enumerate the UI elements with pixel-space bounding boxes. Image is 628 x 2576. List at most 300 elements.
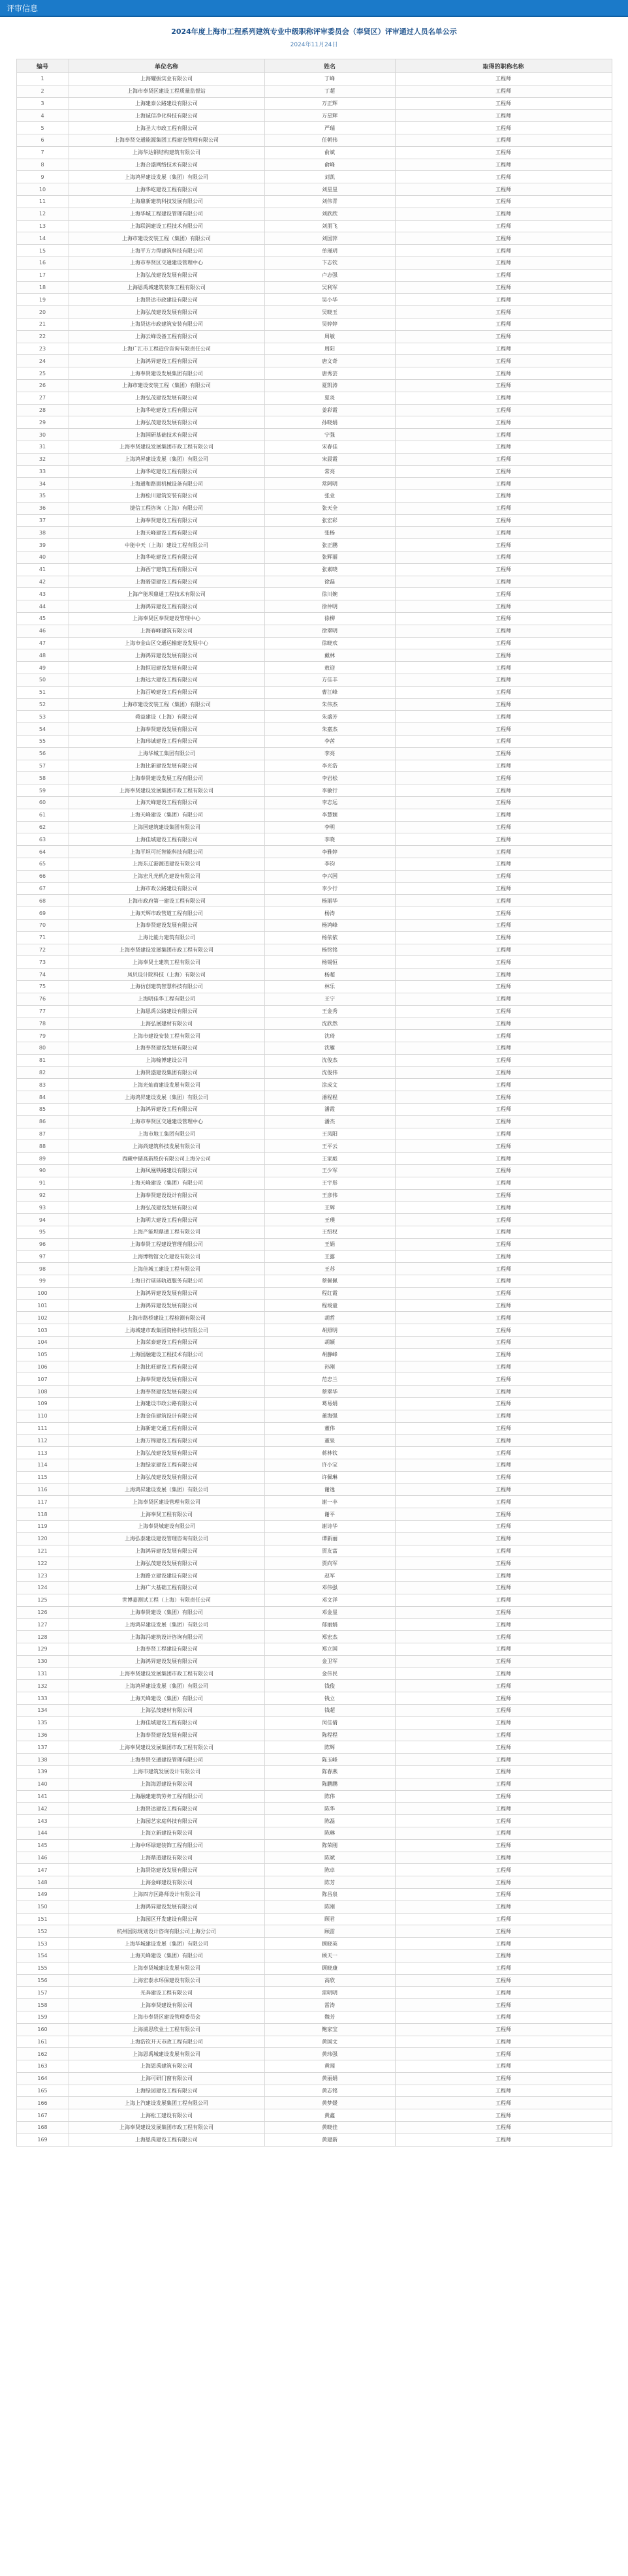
cell-number: 92 <box>16 1189 69 1202</box>
cell-title: 工程师 <box>395 85 612 97</box>
cell-name: 谢诗华 <box>264 1521 395 1533</box>
cell-company: 上海奉贤建设发展有限公司 <box>69 1042 264 1054</box>
cell-title: 工程师 <box>395 1606 612 1619</box>
cell-number: 88 <box>16 1140 69 1153</box>
cell-number: 131 <box>16 1668 69 1680</box>
cell-title: 工程师 <box>395 1386 612 1398</box>
cell-company: 上海华屹建设工程有限公司 <box>69 551 264 564</box>
cell-company: 上海春峰建筑有限公司 <box>69 625 264 637</box>
cell-number: 64 <box>16 846 69 858</box>
table-row <box>16 1729 612 1741</box>
cell-company: 上海奉贤建设（集团）有限公司 <box>69 1606 264 1619</box>
cell-company: 上海东辽港源道建设有限公司 <box>69 858 264 871</box>
cell-number: 130 <box>16 1655 69 1668</box>
cell-name: 王苏 <box>264 1263 395 1275</box>
table-row <box>16 1790 612 1803</box>
cell-company: 上海市奉贤区交通建设管理中心 <box>69 256 264 269</box>
cell-title: 工程师 <box>395 588 612 600</box>
cell-number: 50 <box>16 674 69 687</box>
cell-title: 工程师 <box>395 1164 612 1177</box>
cell-title: 工程师 <box>395 1949 612 1962</box>
table-row <box>16 993 612 1005</box>
cell-number: 32 <box>16 453 69 465</box>
cell-number: 34 <box>16 478 69 490</box>
cell-name: 严瑞 <box>264 122 395 134</box>
table-row <box>16 1153 612 1165</box>
cell-company: 上海天辉市政管道工程有限公司 <box>69 907 264 920</box>
cell-name: 李慧颖 <box>264 809 395 821</box>
cell-number: 19 <box>16 294 69 306</box>
cell-title: 工程师 <box>395 613 612 625</box>
cell-name: 朱伟杰 <box>264 698 395 711</box>
cell-name: 许佩琳 <box>264 1471 395 1483</box>
table-row <box>16 1754 612 1766</box>
cell-name: 胡颖 <box>264 1337 395 1349</box>
cell-title: 工程师 <box>395 649 612 662</box>
table-row <box>16 2036 612 2048</box>
cell-company: 上海奉贤建设发展有限公司 <box>69 1373 264 1386</box>
cell-number: 139 <box>16 1765 69 1778</box>
cell-company: 上海佳城建设工程有限公司 <box>69 1716 264 1729</box>
cell-title: 工程师 <box>395 1447 612 1459</box>
cell-name: 单瑾玥 <box>264 245 395 257</box>
table-row <box>16 159 612 171</box>
cell-name: 陈玉峰 <box>264 1754 395 1766</box>
table-row <box>16 1348 612 1361</box>
cell-company: 上海恩禹城建设发展有限公司 <box>69 2048 264 2060</box>
table-row <box>16 1005 612 1017</box>
cell-company: 上海鸿昇建设发展（集团）有限公司 <box>69 1680 264 1692</box>
table-row <box>16 1582 612 1594</box>
cell-title: 工程师 <box>395 1508 612 1521</box>
cell-title: 工程师 <box>395 146 612 159</box>
cell-name: 金卫军 <box>264 1655 395 1668</box>
cell-name: 杨涛 <box>264 907 395 920</box>
table-row <box>16 674 612 687</box>
cell-number: 82 <box>16 1066 69 1079</box>
table-row <box>16 1398 612 1410</box>
cell-number: 24 <box>16 355 69 367</box>
table-row <box>16 1888 612 1901</box>
cell-name: 敖迎 <box>264 662 395 674</box>
cell-company: 上海奉贤交通建设管理有限公司 <box>69 1754 264 1766</box>
cell-title: 工程师 <box>395 797 612 809</box>
cell-title: 工程师 <box>395 833 612 846</box>
table-row <box>16 969 612 981</box>
cell-number: 6 <box>16 134 69 146</box>
cell-company: 上海鸿昇建设发展有限公司 <box>69 1901 264 1913</box>
cell-title: 工程师 <box>395 1054 612 1066</box>
cell-title: 工程师 <box>395 1999 612 2011</box>
table-row <box>16 956 612 969</box>
cell-name: 丁峰 <box>264 73 395 85</box>
cell-number: 95 <box>16 1226 69 1238</box>
cell-number: 14 <box>16 232 69 245</box>
cell-company: 上海贤达市政建筑安装有限公司 <box>69 318 264 330</box>
cell-name: 黄闻 <box>264 2060 395 2073</box>
cell-name: 刘国萍 <box>264 232 395 245</box>
table-row <box>16 122 612 134</box>
cell-company: 上海奉贤建设发展集团市政工程有限公司 <box>69 1668 264 1680</box>
cell-company: 上海恩禹建筑有限公司 <box>69 2060 264 2073</box>
table-row <box>16 441 612 453</box>
table-row <box>16 183 612 196</box>
cell-number: 58 <box>16 772 69 784</box>
cell-company: 上海尚建筑科技发展有限公司 <box>69 1140 264 1153</box>
cell-number: 87 <box>16 1128 69 1140</box>
cell-company: 上海弘泰建设建设管理咨询有限公司 <box>69 1532 264 1545</box>
table-row <box>16 1815 612 1827</box>
cell-name: 常亮 <box>264 465 395 478</box>
table-row <box>16 318 612 330</box>
table-row <box>16 882 612 895</box>
cell-company: 上海华城建设发展（集团）有限公司 <box>69 1938 264 1950</box>
cell-title: 工程师 <box>395 453 612 465</box>
cell-title: 工程师 <box>395 1778 612 1790</box>
cell-name: 黄国文 <box>264 2036 395 2048</box>
cell-title: 工程师 <box>395 821 612 833</box>
table-row <box>16 760 612 772</box>
table-row <box>16 723 612 736</box>
cell-number: 104 <box>16 1337 69 1349</box>
table-row <box>16 1765 612 1778</box>
table-row <box>16 1557 612 1570</box>
cell-title: 工程师 <box>395 256 612 269</box>
cell-company: 上海广汇市工程造价咨询有限责任公司 <box>69 343 264 355</box>
cell-number: 142 <box>16 1803 69 1815</box>
cell-number: 152 <box>16 1925 69 1938</box>
cell-number: 42 <box>16 576 69 588</box>
cell-name: 王凤阳 <box>264 1128 395 1140</box>
cell-number: 143 <box>16 1815 69 1827</box>
table-row <box>16 711 612 723</box>
cell-company: 上海奉贤建设发展集团市政工程有限公司 <box>69 1741 264 1754</box>
cell-title: 工程师 <box>395 465 612 478</box>
table-row <box>16 195 612 208</box>
cell-company: 上海奉贤区建设管理有限公司 <box>69 1496 264 1508</box>
cell-company: 上海弘茂建设发展有限公司 <box>69 1557 264 1570</box>
cell-title: 工程师 <box>395 110 612 122</box>
table-row <box>16 1189 612 1202</box>
cell-title: 工程师 <box>395 1348 612 1361</box>
publish-date: 2024年11月24日 <box>290 42 338 48</box>
cell-number: 120 <box>16 1532 69 1545</box>
cell-number: 127 <box>16 1619 69 1631</box>
cell-name: 陈鹏鹏 <box>264 1778 395 1790</box>
table-row <box>16 1803 612 1815</box>
cell-name: 孙晓娟 <box>264 416 395 429</box>
cell-title: 工程师 <box>395 429 612 441</box>
cell-company: 上海融建建筑劳务工程有限公司 <box>69 1790 264 1803</box>
cell-name: 顾雷 <box>264 1925 395 1938</box>
cell-name: 沈俊杰 <box>264 1054 395 1066</box>
cell-company: 上海城建市政集团资格科技有限公司 <box>69 1324 264 1337</box>
cell-title: 工程师 <box>395 1299 612 1312</box>
cell-title: 工程师 <box>395 1925 612 1938</box>
cell-company: 上海弘茂建设发展有限公司 <box>69 392 264 404</box>
table-row <box>16 563 612 576</box>
table-row <box>16 245 612 257</box>
cell-number: 105 <box>16 1348 69 1361</box>
table-row <box>16 355 612 367</box>
cell-number: 65 <box>16 858 69 871</box>
table-row <box>16 1447 612 1459</box>
cell-name: 李雅婷 <box>264 846 395 858</box>
cell-company: 上海奉贤建设发展集团市政工程有限公司 <box>69 784 264 797</box>
cell-name: 李钧 <box>264 858 395 871</box>
cell-title: 工程师 <box>395 1214 612 1226</box>
cell-company: 上海奉贤建设发展有限公司 <box>69 1386 264 1398</box>
cell-name: 宁强 <box>264 429 395 441</box>
cell-name: 刘欣欣 <box>264 208 395 220</box>
header-name: 姓名 <box>264 59 395 73</box>
cell-title: 工程师 <box>395 1532 612 1545</box>
cell-name: 潘霞 <box>264 1103 395 1115</box>
table-row <box>16 453 612 465</box>
cell-name: 涂成文 <box>264 1079 395 1091</box>
cell-number: 8 <box>16 159 69 171</box>
cell-company: 上海国融建设工程技术有限公司 <box>69 1348 264 1361</box>
cell-name: 谢一丰 <box>264 1496 395 1508</box>
cell-number: 17 <box>16 269 69 281</box>
cell-company: 上海奉贤区奉贤建设管理中心 <box>69 613 264 625</box>
header-company: 单位名称 <box>69 59 264 73</box>
cell-number: 121 <box>16 1545 69 1557</box>
table-row <box>16 134 612 146</box>
cell-name: 李少行 <box>264 882 395 895</box>
cell-number: 33 <box>16 465 69 478</box>
cell-title: 工程师 <box>395 502 612 514</box>
table-row <box>16 1496 612 1508</box>
cell-number: 20 <box>16 306 69 318</box>
cell-name: 王宇彤 <box>264 1177 395 1189</box>
cell-number: 48 <box>16 649 69 662</box>
cell-number: 10 <box>16 183 69 196</box>
cell-title: 工程师 <box>395 944 612 956</box>
cell-number: 27 <box>16 392 69 404</box>
cell-company: 上海松工建设有限公司 <box>69 2109 264 2122</box>
cell-name: 胡静峰 <box>264 1348 395 1361</box>
cell-title: 工程师 <box>395 637 612 649</box>
table-row <box>16 1483 612 1496</box>
cell-title: 工程师 <box>395 1680 612 1692</box>
cell-number: 97 <box>16 1250 69 1263</box>
cell-title: 工程师 <box>395 723 612 736</box>
cell-number: 31 <box>16 441 69 453</box>
cell-name: 俞斌 <box>264 146 395 159</box>
cell-number: 167 <box>16 2109 69 2122</box>
cell-name: 郁丽娟 <box>264 1619 395 1631</box>
cell-name: 刘凯 <box>264 171 395 183</box>
cell-number: 44 <box>16 600 69 613</box>
cell-name: 徐磊 <box>264 576 395 588</box>
cell-number: 7 <box>16 146 69 159</box>
cell-name: 杨锡恒 <box>264 956 395 969</box>
cell-company: 上海圣大市政工程有限公司 <box>69 122 264 134</box>
table-row <box>16 1373 612 1386</box>
cell-name: 李志远 <box>264 797 395 809</box>
cell-title: 工程师 <box>395 1287 612 1299</box>
table-row <box>16 931 612 944</box>
nav-tab-review-info[interactable]: 评审信息 <box>7 3 39 13</box>
cell-name: 刘星星 <box>264 183 395 196</box>
table-row <box>16 73 612 85</box>
table-row <box>16 833 612 846</box>
cell-number: 133 <box>16 1692 69 1705</box>
cell-name: 沈琦 <box>264 1030 395 1042</box>
cell-title: 工程师 <box>395 171 612 183</box>
cell-name: 贾向军 <box>264 1557 395 1570</box>
table-row <box>16 1128 612 1140</box>
cell-number: 119 <box>16 1521 69 1533</box>
cell-number: 47 <box>16 637 69 649</box>
cell-title: 工程师 <box>395 674 612 687</box>
cell-name: 黄梦媛 <box>264 2097 395 2109</box>
cell-title: 工程师 <box>395 269 612 281</box>
cell-name: 万正辉 <box>264 97 395 110</box>
cell-title: 工程师 <box>395 1128 612 1140</box>
cell-number: 76 <box>16 993 69 1005</box>
table-row <box>16 747 612 760</box>
cell-number: 164 <box>16 2072 69 2085</box>
cell-number: 25 <box>16 367 69 380</box>
cell-company: 上海奉贤建设发展有限公司 <box>69 1729 264 1741</box>
cell-number: 141 <box>16 1790 69 1803</box>
cell-title: 工程师 <box>395 183 612 196</box>
cell-number: 78 <box>16 1017 69 1030</box>
cell-name: 谭新丽 <box>264 1532 395 1545</box>
cell-company: 上海鸿昇建设工程有限公司 <box>69 355 264 367</box>
cell-company: 上海鸿昇建设发展有限公司 <box>69 1545 264 1557</box>
cell-company: 上海市政府第一建设工程有限公司 <box>69 895 264 907</box>
cell-name: 孙刚 <box>264 1361 395 1373</box>
cell-number: 115 <box>16 1471 69 1483</box>
header-number: 编号 <box>16 59 69 73</box>
cell-company: 上海鼎新建筑科技发展有限公司 <box>69 195 264 208</box>
cell-title: 工程师 <box>395 1938 612 1950</box>
table-row <box>16 1619 612 1631</box>
table-row <box>16 613 612 625</box>
table-row <box>16 539 612 551</box>
cell-title: 工程师 <box>395 747 612 760</box>
cell-name: 宋晨霞 <box>264 453 395 465</box>
cell-name: 卞志钦 <box>264 256 395 269</box>
cell-number: 136 <box>16 1729 69 1741</box>
cell-name: 常阿明 <box>264 478 395 490</box>
table-row <box>16 1226 612 1238</box>
cell-company: 上海鸿昇建设发展有限公司 <box>69 1287 264 1299</box>
table-row <box>16 208 612 220</box>
cell-name: 陈琳 <box>264 1827 395 1839</box>
cell-name: 方佳丰 <box>264 674 395 687</box>
cell-company: 西藏中储高新股份有限公司上海分公司 <box>69 1153 264 1165</box>
cell-company: 上海天峰建设（集团）有限公司 <box>69 1692 264 1705</box>
table-row <box>16 1422 612 1435</box>
cell-company: 上海华屹建设工程有限公司 <box>69 465 264 478</box>
cell-title: 工程师 <box>395 686 612 698</box>
table-row <box>16 1164 612 1177</box>
cell-name: 刘伟青 <box>264 195 395 208</box>
cell-company: 上海鸿昇建设工程有限公司 <box>69 600 264 613</box>
cell-company: 上海华屹建设工程有限公司 <box>69 404 264 416</box>
cell-company: 上海奉贤建设设计有限公司 <box>69 1189 264 1202</box>
cell-company: 上海西宁建筑工程有限公司 <box>69 563 264 576</box>
table-row <box>16 1741 612 1754</box>
cell-title: 工程师 <box>395 2048 612 2060</box>
cell-name: 董伟 <box>264 1422 395 1435</box>
cell-company: 上海市建设安装工程有限公司 <box>69 1030 264 1042</box>
cell-title: 工程师 <box>395 514 612 527</box>
cell-title: 工程师 <box>395 330 612 343</box>
cell-number: 77 <box>16 1005 69 1017</box>
table-row <box>16 1962 612 1974</box>
table-row <box>16 232 612 245</box>
cell-number: 125 <box>16 1594 69 1606</box>
cell-name: 程红霞 <box>264 1287 395 1299</box>
cell-title: 工程师 <box>395 1091 612 1104</box>
cell-number: 146 <box>16 1852 69 1864</box>
cell-company: 上海诚信净化科技有限公司 <box>69 110 264 122</box>
table-row <box>16 1410 612 1422</box>
cell-number: 22 <box>16 330 69 343</box>
table-row <box>16 1054 612 1066</box>
table-row <box>16 2097 612 2109</box>
cell-title: 工程师 <box>395 600 612 613</box>
cell-number: 30 <box>16 429 69 441</box>
cell-title: 工程师 <box>395 1250 612 1263</box>
cell-number: 112 <box>16 1435 69 1447</box>
table-row <box>16 1361 612 1373</box>
cell-name: 张天全 <box>264 502 395 514</box>
table-row <box>16 1570 612 1582</box>
table-row <box>16 256 612 269</box>
cell-number: 66 <box>16 870 69 882</box>
table-row <box>16 367 612 380</box>
cell-name: 陈卓 <box>264 1864 395 1876</box>
cell-name: 许小宝 <box>264 1459 395 1472</box>
table-row <box>16 625 612 637</box>
cell-name: 高欣 <box>264 1974 395 1987</box>
cell-title: 工程师 <box>395 1361 612 1373</box>
cell-title: 工程师 <box>395 956 612 969</box>
cell-number: 21 <box>16 318 69 330</box>
cell-name: 王平云 <box>264 1140 395 1153</box>
cell-company: 上海产能坝鼎通工程技术有限公司 <box>69 588 264 600</box>
table-row <box>16 85 612 97</box>
cell-title: 工程师 <box>395 2072 612 2085</box>
table-row <box>16 1214 612 1226</box>
table-row <box>16 809 612 821</box>
cell-name: 徐川婉 <box>264 588 395 600</box>
table-row <box>16 294 612 306</box>
cell-name: 周阳 <box>264 343 395 355</box>
cell-number: 40 <box>16 551 69 564</box>
table-row <box>16 1925 612 1938</box>
cell-name: 朱盛芳 <box>264 711 395 723</box>
cell-title: 工程师 <box>395 245 612 257</box>
cell-number: 148 <box>16 1876 69 1889</box>
cell-company: 上海骑望建设工程有限公司 <box>69 576 264 588</box>
cell-company: 上海奉贤工程建设管理有限公司 <box>69 1238 264 1250</box>
cell-number: 15 <box>16 245 69 257</box>
table-row <box>16 281 612 294</box>
table-row <box>16 1508 612 1521</box>
cell-number: 63 <box>16 833 69 846</box>
cell-number: 45 <box>16 613 69 625</box>
page-title: 2024年度上海市工程系列建筑专业中级职称评审委员会（奉贤区）评审通过人员名单公示 <box>171 27 457 36</box>
cell-title: 工程师 <box>395 490 612 503</box>
table-row <box>16 1263 612 1275</box>
